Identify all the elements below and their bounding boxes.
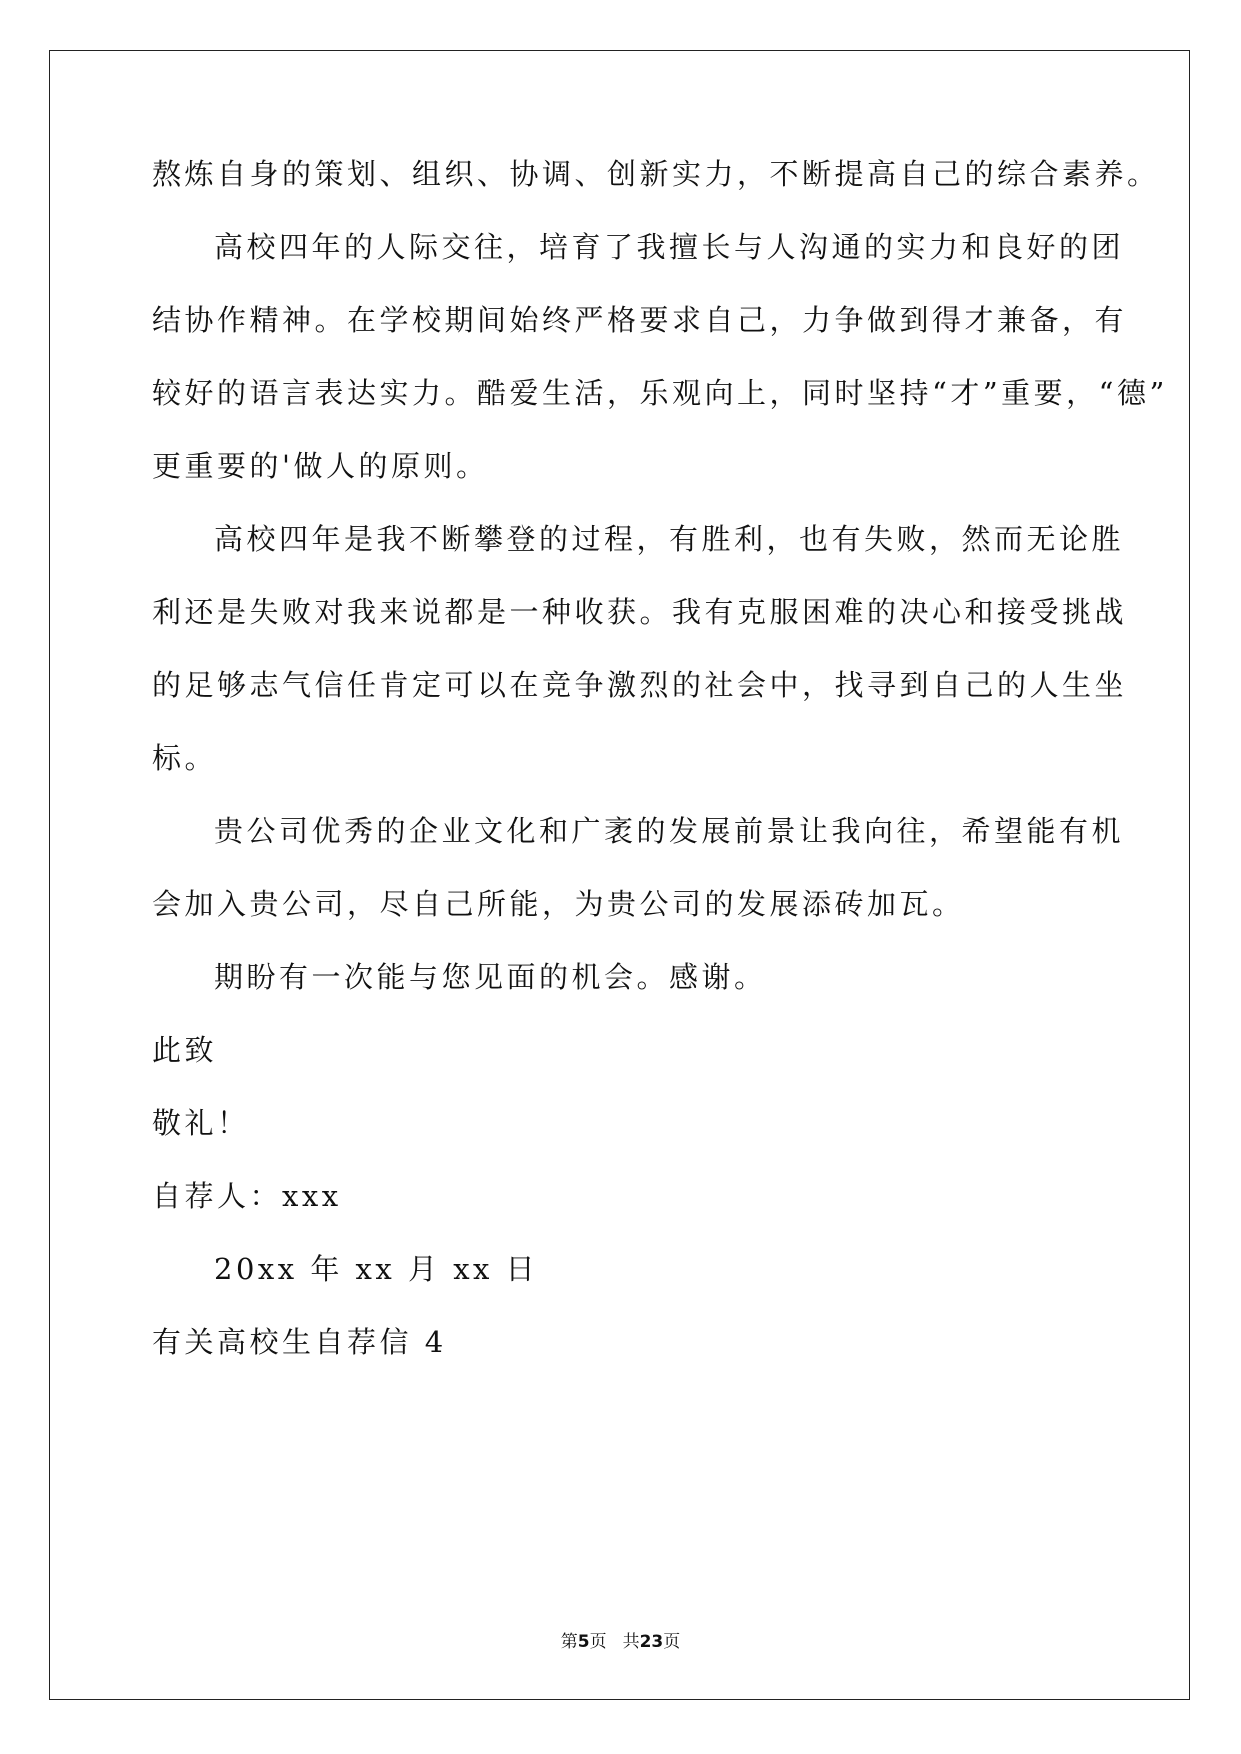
body-line-4: 较好的语言表达实力。酷爱生活，乐观向上，同时坚持“才”重要，“德”	[152, 376, 1168, 410]
date-line: 20xx 年 xx 月 xx 日	[214, 1252, 539, 1286]
body-line-7: 利还是失败对我来说都是一种收获。我有克服困难的决心和接受挑战	[152, 595, 1128, 629]
closing-regards: 敬礼！	[152, 1106, 250, 1140]
body-line-10: 贵公司优秀的企业文化和广袤的发展前景让我向往，希望能有机	[214, 814, 1125, 848]
footer-page-prefix: 第	[560, 1632, 578, 1652]
body-line-5: 更重要的'做人的原则。	[152, 449, 489, 483]
body-line-8: 的足够志气信任肯定可以在竞争激烈的社会中，找寻到自己的人生坐	[152, 668, 1128, 702]
footer-total-prefix: 共	[622, 1632, 640, 1652]
body-line-12: 期盼有一次能与您见面的机会。感谢。	[214, 960, 767, 994]
page-border	[49, 50, 1190, 1700]
body-line-3: 结协作精神。在学校期间始终严格要求自己，力争做到得才兼备，有	[152, 303, 1128, 337]
footer-page-number: 5	[577, 1632, 590, 1652]
body-line-9: 标。	[152, 741, 218, 775]
body-line-2: 高校四年的人际交往，培育了我擅长与人沟通的实力和良好的团	[214, 230, 1125, 264]
section-heading: 有关高校生自荐信 4	[152, 1325, 447, 1359]
footer-total-suffix: 页	[663, 1632, 681, 1652]
footer-total-pages: 23	[639, 1632, 664, 1652]
body-line-11: 会加入贵公司，尽自己所能，为贵公司的发展添砖加瓦。	[152, 887, 965, 921]
page-footer	[0, 1627, 1241, 1652]
signature-line: 自荐人：xxx	[152, 1179, 342, 1213]
body-line-1: 熬炼自身的策划、组织、协调、创新实力，不断提高自己的综合素养。	[152, 157, 1160, 191]
closing-salutation: 此致	[152, 1033, 218, 1067]
footer-page-suffix: 页	[589, 1632, 607, 1652]
body-line-6: 高校四年是我不断攀登的过程，有胜利，也有失败，然而无论胜	[214, 522, 1125, 556]
